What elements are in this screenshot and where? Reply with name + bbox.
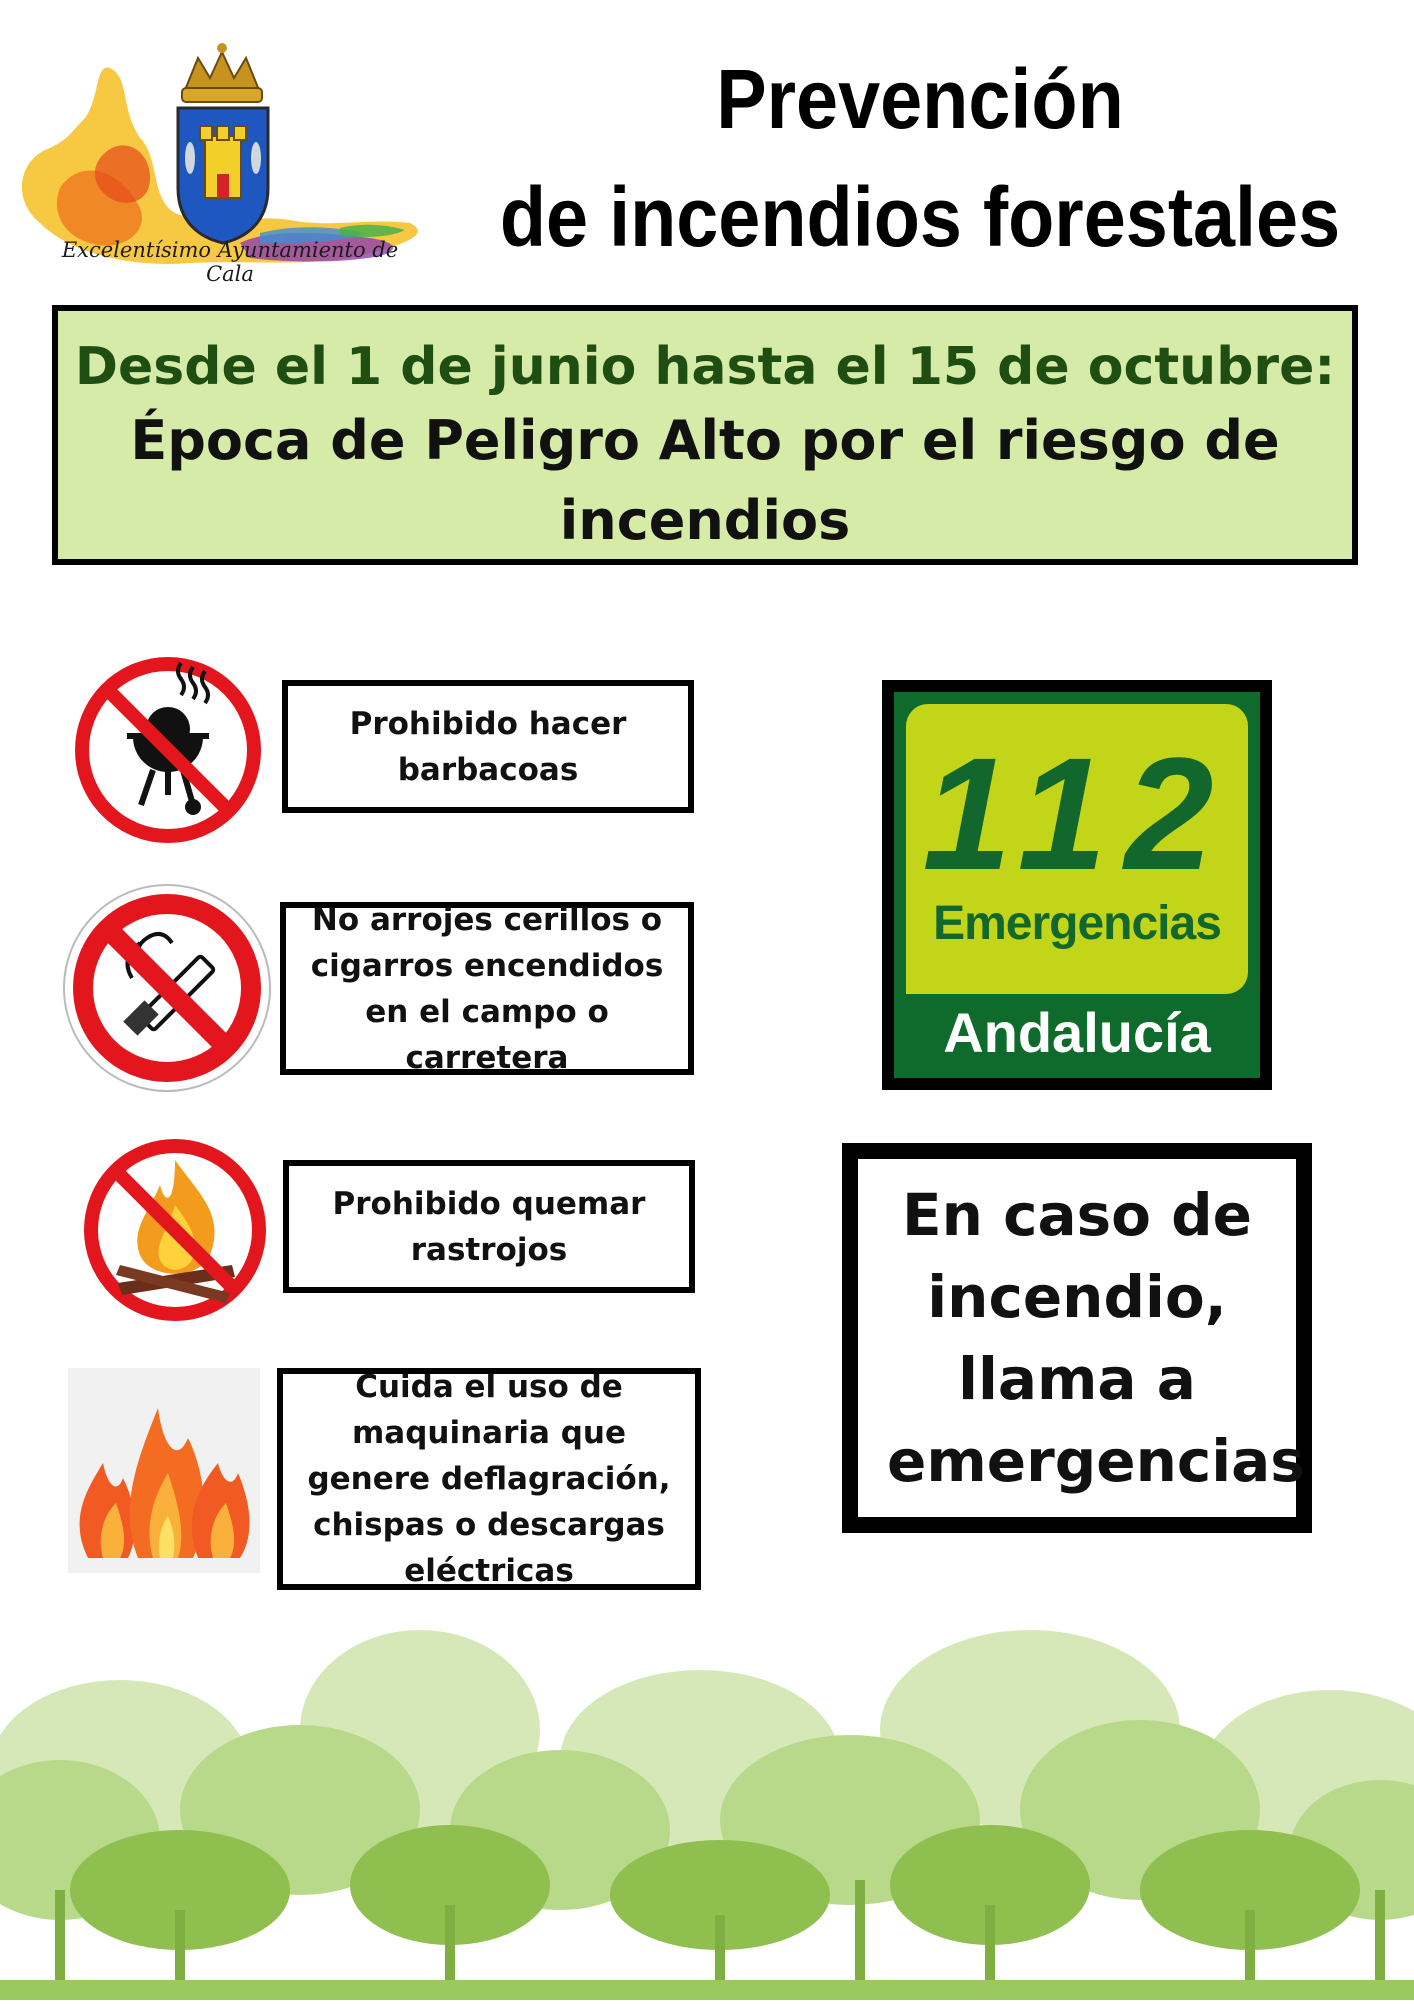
rule-no-cigarettes: No arrojes cerillos o cigarros encendidos en el campo o carretera	[280, 902, 694, 1075]
no-cigarette-icon	[62, 883, 272, 1093]
emergency-region: Andalucía	[943, 1001, 1211, 1064]
high-danger-period-banner	[52, 305, 1358, 565]
banner-dates: Desde el 1 de junio hasta el 15 de octubre:	[74, 337, 1336, 397]
emergency-label: Emergencias	[933, 897, 1221, 950]
title-line-1: Prevención	[716, 52, 1124, 146]
forest-silhouette	[0, 1620, 1414, 2000]
logo-caption: Excelentísimo Ayuntamiento de Cala	[61, 238, 399, 286]
logo112-top-panel	[906, 704, 1248, 994]
call-emergency-text: En caso de incendio, llama a emergencias	[887, 1181, 1305, 1495]
no-bonfire-icon	[80, 1135, 270, 1325]
emergency-number: 112	[922, 724, 1232, 903]
rule-machinery-care: Cuida el uso de maquinaria que genere deflagración, chispas o descargas eléctricas	[277, 1368, 701, 1590]
emergency-112-logo	[882, 680, 1272, 1090]
rule-no-barbecue: Prohibido hacer barbacoas	[282, 680, 694, 813]
no-barbecue-icon	[73, 655, 263, 845]
page-title	[488, 40, 1352, 276]
banner-period: Época de Peligro Alto por el riesgo de incendios	[130, 409, 1280, 552]
flames-icon	[68, 1368, 260, 1573]
rule-no-burning-stubble: Prohibido quemar rastrojos	[283, 1160, 695, 1293]
call-emergency-box	[842, 1143, 1312, 1533]
title-line-2: de incendios forestales	[499, 170, 1341, 264]
